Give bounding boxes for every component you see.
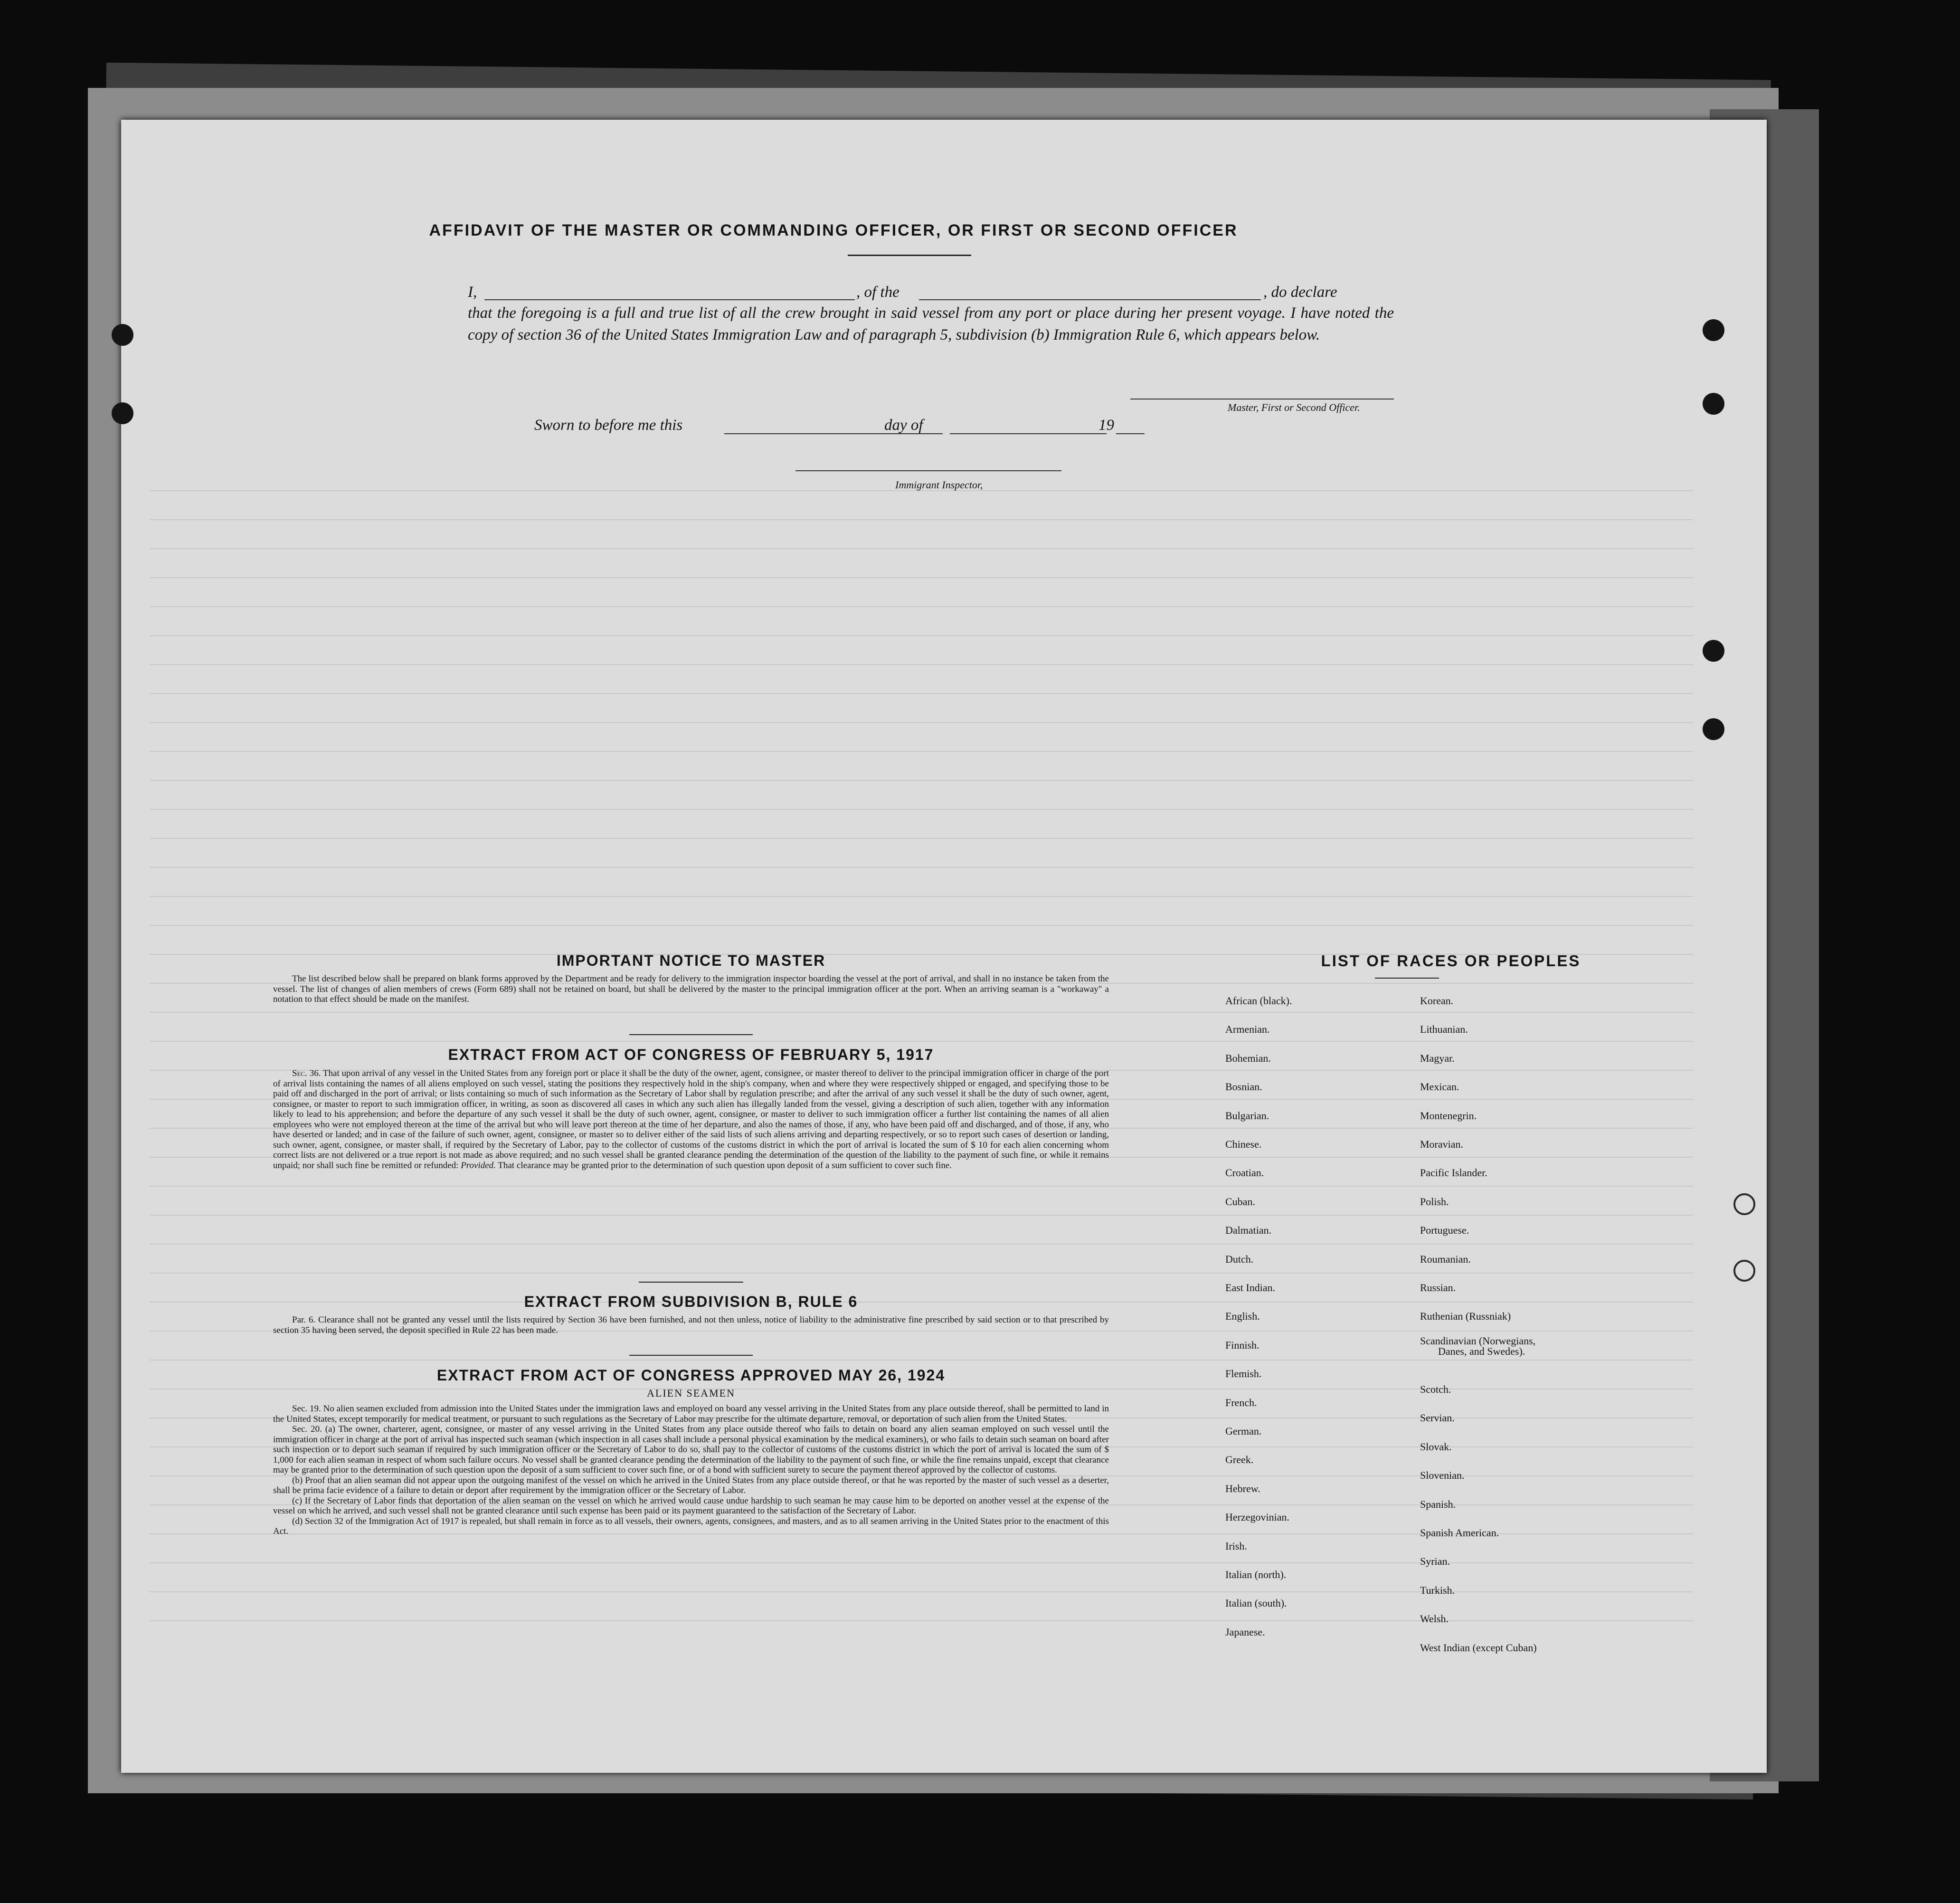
race-item: Ruthenian (Russniak) <box>1420 1310 1511 1323</box>
race-item: Polish. <box>1420 1195 1449 1208</box>
bleed-row <box>150 722 1693 723</box>
race-item: Spanish. <box>1420 1498 1456 1510</box>
punch-hole <box>1703 718 1724 740</box>
punch-hole-ring <box>1733 1260 1755 1282</box>
race-item: Cuban. <box>1225 1195 1255 1208</box>
race-item: Italian (north). <box>1225 1569 1287 1580</box>
sec-20b-text: (b) Proof that an alien seaman did not appear upon the outgoing manifest of the vessel on which he arrived in the United States from any place outside thereof, or that he was reported by the master of such vessel as a deserter, shall be prima facie evidence of a failure to detain or deport after requirement by the immigration officer or the Secretary of Labor. <box>273 1475 1109 1495</box>
bleed-row <box>150 693 1693 694</box>
sworn-prefix: Sworn to before me this <box>534 417 683 434</box>
race-item: West Indian (except Cuban) <box>1420 1641 1537 1654</box>
race-item: African (black). <box>1225 995 1292 1007</box>
race-item: Armenian. <box>1225 1023 1270 1036</box>
race-item: English. <box>1225 1310 1260 1323</box>
bleed-row <box>150 751 1693 752</box>
bleed-row <box>150 1186 1693 1187</box>
punch-hole <box>1703 640 1724 662</box>
of-the-label: , of the <box>856 284 900 301</box>
extract-1917-text <box>273 1068 1109 1170</box>
race-item: Russian. <box>1420 1282 1456 1294</box>
race-item: Syrian. <box>1420 1555 1450 1568</box>
race-item: Italian (south). <box>1225 1597 1287 1609</box>
race-item: Irish. <box>1225 1540 1247 1552</box>
race-item: Japanese. <box>1225 1626 1265 1638</box>
title-rule <box>848 255 971 256</box>
affidavit-title: AFFIDAVIT OF THE MASTER OR COMMANDING OFFICER, OR FIRST OR SECOND OFFICER <box>429 221 1238 239</box>
punch-hole-ring <box>1733 1193 1755 1215</box>
bleed-row <box>150 1273 1693 1274</box>
bleed-row <box>150 519 1693 520</box>
sec-19-text: Sec. 19. No alien seamen excluded from admission into the United States under the immigration laws and employed on board any vessel arriving in the United States from any place outside thereof, shall be permitted to land in the United States, except temporarily for medical treatment, or pursuant to such regulations as the Secretary of Labor may prescribe for the ultimate departure, removal, or deportation of such alien from the United States. <box>273 1404 1109 1424</box>
sec-20c-text: (c) If the Secretary of Labor finds that deportation of the alien seaman on the vessel on which he arrived would cause undue hardship to such seaman he may cause him to be deported on another vessel at the expense of the vessel on which he arrived, and such vessel shall not be granted clearance until such expense has been paid or its payment guaranteed to the satisfaction of the Secretary of Labor. <box>273 1495 1109 1516</box>
notice-title: IMPORTANT NOTICE TO MASTER <box>556 952 826 969</box>
race-item: Spanish American. <box>1420 1527 1499 1539</box>
race-scandinavian <box>1420 1336 1535 1357</box>
race-item: French. <box>1225 1396 1257 1408</box>
extract-1924-subtitle: ALIEN SEAMEN <box>647 1387 735 1399</box>
extract-rule6-text: Par. 6. Clearance shall not be granted any vessel until the lists required by Section 36 have been furnished, and not then unless, notice of liability to the administrative fine prescribed by said section or to that prescribed by section 35 having been served, the deposit specified in Rule 22 has been made. <box>273 1315 1109 1335</box>
race-item: Hebrew. <box>1225 1482 1260 1494</box>
bleed-row <box>150 1012 1693 1013</box>
bleed-row <box>150 664 1693 665</box>
race-item: Bulgarian. <box>1225 1109 1269 1122</box>
race-item: Slovak. <box>1420 1440 1452 1453</box>
extract-rule6-title: EXTRACT FROM SUBDIVISION B, RULE 6 <box>524 1293 858 1310</box>
sec-36-end: That clearance may be granted prior to the determination of such question upon deposit of a sum sufficient to cover such fine. <box>498 1160 952 1170</box>
master-signature-caption: Master, First or Second Officer. <box>1228 401 1360 413</box>
bleed-row <box>150 809 1693 810</box>
declarant-prefix: I, <box>468 284 477 301</box>
race-scandinavian-line1: Scandinavian (Norwegians, <box>1420 1335 1536 1347</box>
race-item: Bohemian. <box>1225 1052 1271 1064</box>
race-item: Croatian. <box>1225 1167 1264 1179</box>
year-prefix: 19 <box>1098 417 1114 434</box>
punch-hole <box>112 402 133 424</box>
extract-rule6-rule <box>629 1355 753 1356</box>
bleed-row <box>150 577 1693 578</box>
notice-text: The list described below shall be prepared on blank forms approved by the Department and be ready for delivery to the immigration inspector boarding the vessel at the port of arrival, and shall in no instance be taken from the vessel. The list of changes of alien members of crews (Form 689) shall not be retained on board, but shall be delivered by the master to the principal immigration officer at the port. When an arriving seaman is a "workaway" a notation to that effect should be made on the manifest. <box>273 974 1109 1004</box>
race-scandinavian-line2: Danes, and Swedes). <box>1438 1345 1525 1357</box>
race-item: Moravian. <box>1420 1138 1464 1150</box>
inspector-signature-caption: Immigrant Inspector, <box>895 479 983 491</box>
race-item: Dutch. <box>1225 1253 1254 1265</box>
race-item: Bosnian. <box>1225 1081 1262 1093</box>
races-title: LIST OF RACES OR PEOPLES <box>1321 952 1581 970</box>
race-item: Portuguese. <box>1420 1224 1469 1237</box>
bleed-row <box>150 1360 1693 1361</box>
vessel-name-blank <box>919 299 1261 300</box>
race-item: Turkish. <box>1420 1584 1455 1596</box>
race-item: German. <box>1225 1425 1262 1437</box>
extract-1917-rule <box>639 1282 743 1283</box>
sec-20d-text: (d) Section 32 of the Immigration Act of 1917 is repealed, but shall remain in force as to all vessels, their owners, agents, consignees, and masters, and as to all seamen arriving in the United States prior to the enactment of this Act. <box>273 1516 1109 1536</box>
race-item: Welsh. <box>1420 1613 1449 1625</box>
affidavit-body: that the foregoing is a full and true list of all the crew brought in said vessel from any port or place during her present voyage. I have noted the copy of section 36 of the United States Immigration Law and of paragraph 5, subdivision (b) Immigration Rule 6, which appears below. <box>468 304 1394 343</box>
race-item: Magyar. <box>1420 1052 1455 1064</box>
bleed-row <box>150 635 1693 636</box>
sworn-month-blank <box>950 433 1107 434</box>
punch-hole <box>1703 319 1724 341</box>
extract-1924-text <box>273 1404 1109 1537</box>
race-item: Lithuanian. <box>1420 1023 1468 1036</box>
document-page <box>121 120 1767 1773</box>
bleed-row <box>150 1591 1693 1592</box>
race-item: Finnish. <box>1225 1339 1259 1351</box>
race-item: Montenegrin. <box>1420 1109 1477 1122</box>
race-item: Dalmatian. <box>1225 1224 1272 1237</box>
punch-hole <box>1703 393 1724 415</box>
race-item: Mexican. <box>1420 1081 1459 1093</box>
race-item: Korean. <box>1420 995 1454 1007</box>
bleed-row <box>150 548 1693 549</box>
race-item: Flemish. <box>1225 1368 1262 1380</box>
race-item: East Indian. <box>1225 1282 1276 1294</box>
master-signature-line <box>1130 399 1394 400</box>
inspector-signature-line <box>795 470 1061 471</box>
race-item: Slovenian. <box>1420 1469 1465 1482</box>
race-item: Chinese. <box>1225 1138 1262 1150</box>
bleed-row <box>150 925 1693 926</box>
day-of-label: day of <box>884 417 923 434</box>
sec-36-label: Sec. 36. <box>292 1068 321 1078</box>
bleed-row <box>150 1562 1693 1563</box>
bleed-row <box>150 1215 1693 1216</box>
punch-hole <box>112 324 133 346</box>
bleed-row <box>150 1244 1693 1245</box>
race-item: Herzegovinian. <box>1225 1511 1289 1523</box>
race-item: Greek. <box>1225 1454 1254 1466</box>
bleed-row <box>150 780 1693 781</box>
race-item: Roumanian. <box>1420 1253 1471 1265</box>
bleed-row <box>150 838 1693 839</box>
notice-rule <box>629 1034 753 1035</box>
extract-1917-title: EXTRACT FROM ACT OF CONGRESS OF FEBRUARY 5, 1917 <box>448 1046 934 1063</box>
provided-word: Provided. <box>461 1160 496 1170</box>
race-item: Servian. <box>1420 1412 1455 1424</box>
bleed-row <box>150 606 1693 607</box>
bleed-row <box>150 1041 1693 1042</box>
sec-20a-text: Sec. 20. (a) The owner, charterer, agent, consignee, or master of any vessel arriving in the United States from any place outside thereof who fails to detain on board any alien seaman employed on such vessel until the immigration officer in charge at the port of arrival has inspected such seaman (which inspection in all cases shall include a personal physical examination by the medical examiners), or who fails to detain such seaman on board after such inspection or to deport such seaman if required by such immigration officer or the Secretary of Labor to do so, shall pay to the collector of customs of the customs district in which the port of arrival is located the sum of $ 1,000 for each alien seaman in respect of whom such failure occurs. No vessel shall be granted clearance pending the determination of the liability to the payment of such fine, or while the fine remains unpaid, except that clearance may be granted prior to the determination of such question upon the deposit of a sum sufficient to cover such fine, or of a bond with sufficient surety to secure the payment thereof approved by the collector of customs. <box>273 1424 1109 1475</box>
bleed-row <box>150 867 1693 868</box>
sec-36-body: That upon arrival of any vessel in the United States from any foreign port or place it shall be the duty of the owner, agent, consignee, or master thereof to deliver to the principal immigration officer in charge of the port of arrival lists containing the names of all aliens employed on such vessel, stating the positions they respectively hold in the ship's company, when and where they were respectively shipped or engaged, and specifying those to be paid off and discharged in the port of arrival; or lists containing so much of such information as the Secretary of Labor shall by regulation prescribe; and after the arrival of any such vessel it shall be the duty of such owner, agent, consignee, or master to report to such immigration officer, in writing, as soon as discovered all cases in which any such alien has illegally landed from the vessel, giving a description of such alien, together with any information likely to lead to his apprehension; and before the departure of any such vessel it shall be the duty of such owner, agent, consignee, or master to deliver to such immigration officer a further list containing the names of all alien employees who were not employed thereon at the time of the arrival but who will leave port thereon at the time of her departure, and also the names of those, if any, who have been paid off and discharged, and of those, if any, who have deserted or landed; and in case of the failure of such owner, agent, consignee, or master so to deliver either of the said lists of such aliens arriving and departing respectively, or so to report such cases of desertion or landing, such owner, agent, consignee, or master shall, if required by the Secretary of Labor, pay to the collector of customs of the customs district in which the port of arrival is located the sum of $ 10 for each alien concerning whom correct lists are not delivered or a true report is not made as above required; and no such vessel shall be granted clearance pending the determination of the question of the liability to the payment of such fine, or while it remains unpaid; nor shall such fine be remitted or refunded: <box>273 1068 1109 1170</box>
do-declare-label: , do declare <box>1263 284 1337 301</box>
declarant-name-blank <box>484 299 855 300</box>
bleed-row <box>150 1620 1693 1621</box>
extract-1924-title: EXTRACT FROM ACT OF CONGRESS APPROVED MAY 26, 1924 <box>436 1367 946 1384</box>
race-item: Scotch. <box>1420 1383 1451 1395</box>
sworn-year-blank <box>1116 433 1145 434</box>
bleed-row <box>150 896 1693 897</box>
race-item: Pacific Islander. <box>1420 1167 1487 1179</box>
races-title-rule <box>1375 978 1439 979</box>
